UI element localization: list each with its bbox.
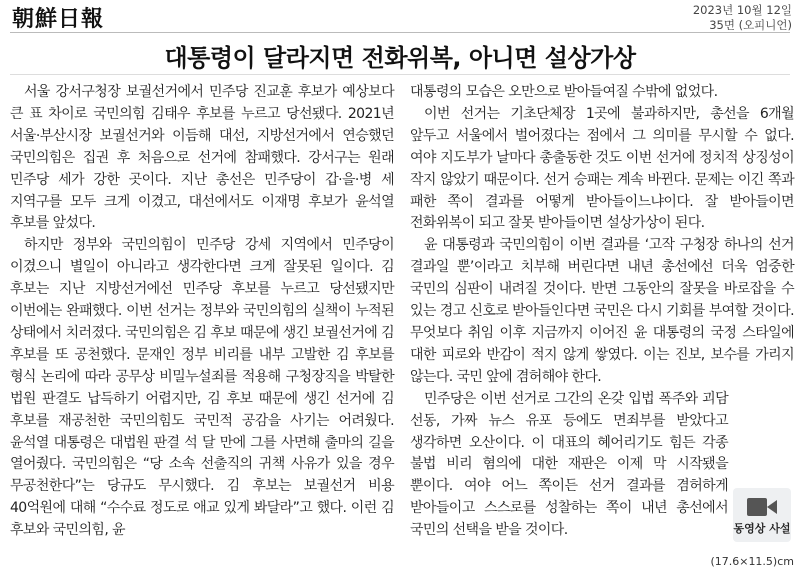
page-section: 35면 (오피니언) (709, 18, 792, 32)
paragraph: 하지만 정부와 국민의힘이 민주당 강세 지역에서 민주당이 이겼으니 별일이 아니라고 생각한다면 크게 잘못된 일이다. 김 후보는 지난 지방선거에선 민주당 후보를 누르고 당선됐지만 이번에는 완패했다. 이번 선거는 정부와 국민의힘의 실책이 누적된 상태에서 치러졌다. 국민의힘은 김 후보 때문에 생긴 보궐선거에 김 후보를 또 공천했다. 문재인 정부 비리를 내부 고발한 김 후보를 형식 논리에 따라 공무상 비밀누설죄를 적용해 구청장직을 박탈한 법원 판결도 납득하기 어렵지만, 김 후보 때문에 생긴 선거에 김 후보를 재공천한 국민의힘도 국민적 공감을 사기는 어려웠다. 윤석열 대통령은 대법원 판결 석 달 만에 그를 사면해 출마의 길을 열어줬다. 국민의힘은 “당 소속 선출직의 귀책 사유가 있을 경우 무공천한다”는 당규도 무시했다. 김 후보는 보궐선거 비용 40억원에 대해 “수수료 정도로 애교 있게 봐달라”고 했다. 이런 김 후보와 국민의힘, 윤 (10, 237, 394, 539)
headline-divider (10, 74, 790, 75)
video-button-label: 동영상 사설 (733, 522, 791, 535)
video-editorial-button[interactable] (733, 488, 791, 542)
article-column-left (10, 82, 394, 542)
paragraph: 민주당은 이번 선거로 그간의 온갖 입법 폭주와 괴담 선동, 가짜 뉴스 유포 등에도 면죄부를 받았다고 생각하면 오산이다. 이 대표의 혜어리기도 힘든 각종 불법 비리 혐의에 대한 재판은 이제 막 시작됐을 뿐이다. 여야 어느 쪽이든 선거 결과를 겸허하게 받아들이고 스스로를 성찰하는 쪽이 내년 총선에서 국민의 선택을 받을 것이다. (410, 390, 728, 539)
article-dimensions: (17.6×11.5)cm (710, 555, 794, 568)
paragraph: 윤 대통령과 국민의힘이 이번 결과를 ‘고작 구청장 하나의 선거 결과일 뿐’이라고 치부해 버린다면 내년 총선에선 더욱 엄중한 국민의 심판이 내려질 것이다. 반면 그동안의 잘못을 바로잡을 수 있는 경고 신호로 받아들인다면 국민은 다시 기회를 부여할 것이다. 무엇보다 취임 이후 지금까지 이어진 윤 대통령의 국정 스타일에 대한 피로와 반감이 적지 않게 쌓였다. 이는 진보, 보수를 가리지 않는다. 국민 앞에 겸허해야 한다. (410, 237, 794, 385)
paragraph: 서울 강서구청장 보궐선거에서 민주당 진교훈 후보가 예상보다 큰 표 차이로 국민의힘 김태우 후보를 누르고 당선됐다. 2021년 서울·부산시장 보궐선거와 이듬해 대선, 지방선거에서 연승했던 국민의힘은 집권 후 처음으로 선거에 참패했다. 강서구는 원래 민주당 세가 강한 곳이다. 지난 총선은 민주당이 갑·을·병 세 지역구를 모두 크게 이겼고, 대선에서도 이재명 후보가 윤석열 후보를 앞섰다. (10, 84, 394, 232)
video-camera-icon (746, 496, 778, 518)
article-column-right (410, 82, 794, 542)
header-divider (10, 32, 790, 33)
newspaper-masthead: 朝鮮日報 (12, 6, 105, 32)
paragraph: 이번 선거는 기초단체장 1곳에 불과하지만, 총선을 6개월 앞두고 서울에서 벌어졌다는 점에서 그 의미를 무시할 수 없다. 여야 지도부가 날마다 총출동한 것도 이번 선거에 정치적 상징성이 작지 않았기 때문이다. 선거 승패는 계속 바뀐다. 문제는 이긴 쪽과 패한 쪽이 결과를 어떻게 받아들이느냐이다. 잘 받아들이면 전화위복이 되고 잘못 받아들이면 설상가상이 된다. (410, 105, 794, 232)
publication-date: 2023년 10월 12일 (692, 3, 792, 17)
editorial-headline: 대통령이 달라지면 전화위복, 아니면 설상가상 (164, 44, 636, 72)
paragraph: 대통령의 모습은 오만으로 받아들여질 수밖에 없었다. (410, 84, 718, 100)
